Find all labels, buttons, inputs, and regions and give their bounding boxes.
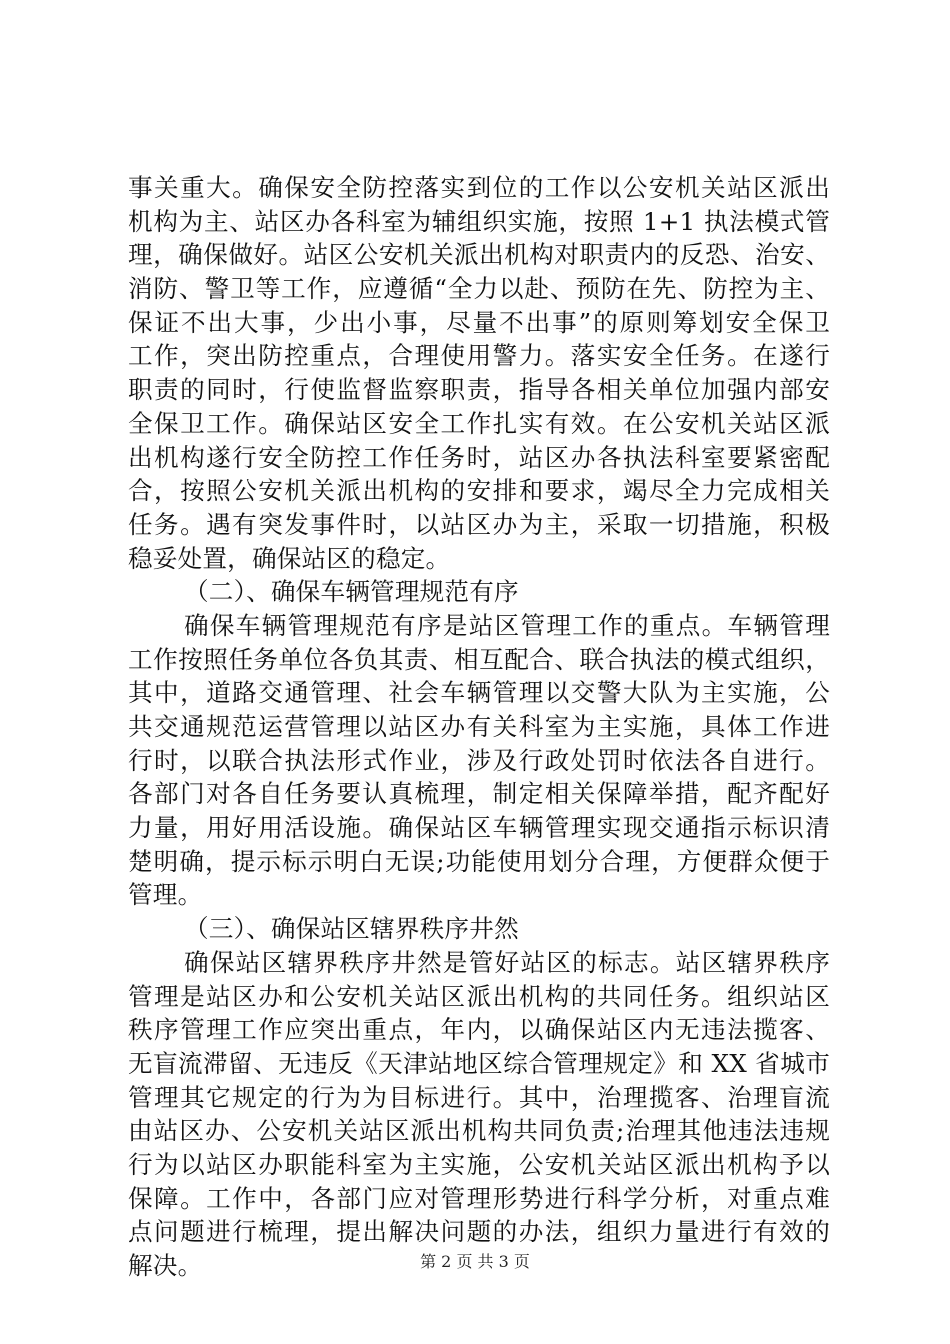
text-line: 行时，以联合执法形式作业，涉及行政处罚时依法各自进行。 xyxy=(128,745,830,775)
text-line: 稳妥处置，确保站区的稳定。 xyxy=(128,543,451,573)
text-line: 全保卫工作。确保站区安全工作扎实有效。在公安机关站区派 xyxy=(128,408,830,438)
text-line: 任务。遇有突发事件时，以站区办为主，采取一切措施，积极 xyxy=(128,509,830,539)
text-line: 由站区办、公安机关站区派出机构共同负责;治理其他违法违规 xyxy=(128,1116,830,1146)
text-line: 秩序管理工作应突出重点，年内，以确保站区内无违法揽客、 xyxy=(128,1015,830,1045)
text-line: 共交通规范运营管理以站区办有关科室为主实施，具体工作进 xyxy=(128,712,830,741)
text-line: 点问题进行梳理，提出解决问题的办法，组织力量进行有效的 xyxy=(128,1217,830,1247)
section-heading: （二）、确保车辆管理规范有序 xyxy=(184,577,519,607)
page-number-footer: 第 2 页 共 3 页 xyxy=(420,1252,530,1271)
text-line: 机构为主、站区办各科室为辅组织实施，按照 1+1 执法模式管 xyxy=(128,206,830,236)
text-line: 解决。 xyxy=(128,1251,203,1280)
text-line: 管理其它规定的行为为目标进行。其中，治理揽客、治理盲流 xyxy=(128,1082,830,1112)
text-line: 其中，道路交通管理、社会车辆管理以交警大队为主实施，公 xyxy=(128,678,830,708)
text-line: 保障。工作中，各部门应对管理形势进行科学分析，对重点难 xyxy=(128,1183,830,1213)
text-line: 事关重大。确保安全防控落实到位的工作以公安机关站区派出 xyxy=(128,173,830,202)
text-line: 消防、警卫等工作，应遵循“全力以赴、预防在先、防控为主、 xyxy=(128,274,830,304)
document-body xyxy=(128,171,830,1283)
text-line: 保证不出大事，少出小事，尽量不出事”的原则筹划安全保卫 xyxy=(128,307,830,337)
text-line: 工作，突出防控重点，合理使用警力。落实安全任务。在遂行 xyxy=(128,341,830,371)
section-heading: （三）、确保站区辖界秩序井然 xyxy=(184,914,519,944)
text-line: 楚明确，提示标示明白无误;功能使用划分合理，方便群众便于 xyxy=(128,846,830,876)
text-line: 职责的同时，行使监督监察职责，指导各相关单位加强内部安 xyxy=(128,375,830,405)
text-line: 行为以站区办职能科室为主实施，公安机关站区派出机构予以 xyxy=(128,1149,830,1179)
text-line: 确保站区辖界秩序井然是管好站区的标志。站区辖界秩序 xyxy=(184,947,830,977)
text-line: 管理是站区办和公安机关站区派出机构的共同任务。组织站区 xyxy=(128,981,830,1011)
text-line: 理，确保做好。站区公安机关派出机构对职责内的反恐、治安、 xyxy=(128,240,830,270)
text-line: 力量，用好用活设施。确保站区车辆管理实现交通指示标识清 xyxy=(128,813,830,843)
text-line: 合，按照公安机关派出机构的安排和要求，竭尽全力完成相关 xyxy=(128,476,830,506)
text-line: 工作按照任务单位各负其责、相互配合、联合执法的模式组织， xyxy=(128,644,830,674)
text-line: 出机构遂行安全防控工作任务时，站区办各执法科室要紧密配 xyxy=(128,442,830,472)
text-line: 各部门对各自任务要认真梳理，制定相关保障举措，配齐配好 xyxy=(128,779,830,809)
text-line: 管理。 xyxy=(128,880,203,910)
text-line: 无盲流滞留、无违反《天津站地区综合管理规定》和 XX 省城市 xyxy=(128,1048,830,1078)
text-line: 确保车辆管理规范有序是站区管理工作的重点。车辆管理 xyxy=(184,610,830,640)
